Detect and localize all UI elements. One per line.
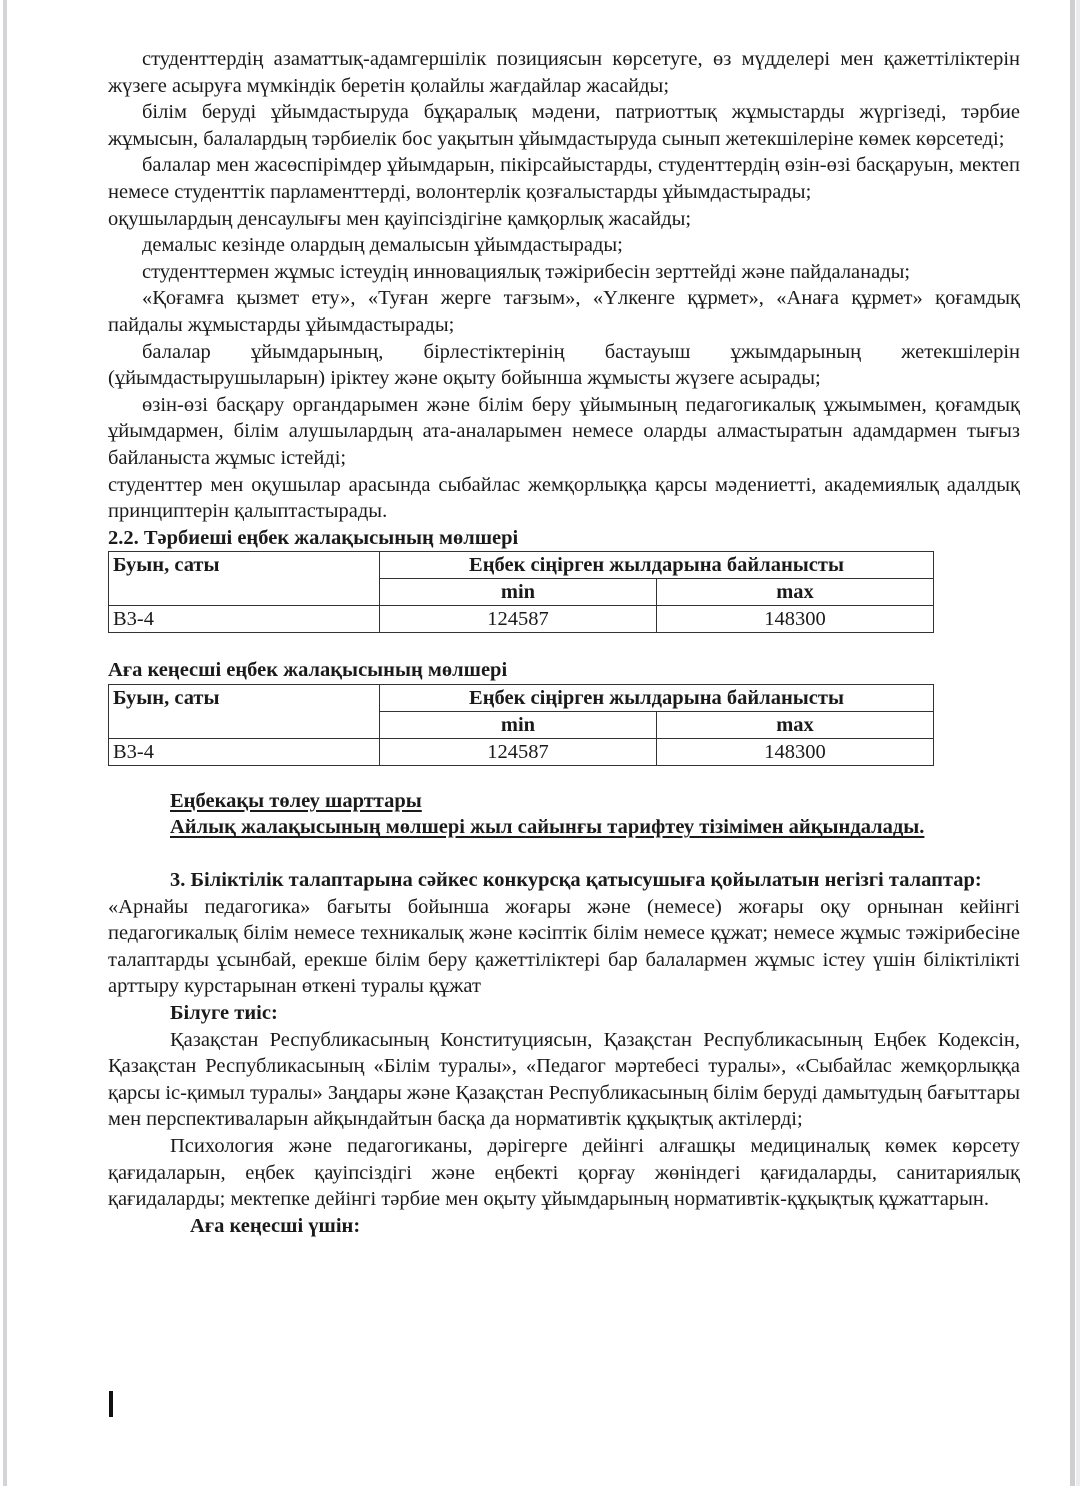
cell-grade: В3-4 <box>109 738 380 765</box>
column-header-grade: Буын, саты <box>109 552 380 606</box>
duty-item: білім беруді ұйымдастыруда бұқаралық мәдени, патриоттық жұмыстарды жүргізеді, тәрбие жұмысын, балалардың тәрбиелік бос уақытын ұйымдастыруда сынып жетекшілеріне көмек көрсетеді; <box>108 101 1020 150</box>
payment-heading: Еңбекақы төлеу шарттары <box>170 789 422 812</box>
page-right-edge-shadow <box>1076 0 1080 1486</box>
duty-item: «Қоғамға қызмет ету», «Туған жерге тағзым», «Үлкенге құрмет», «Анаға құрмет» қоғамдық пайдалы жұмыстарды ұйымдастырады; <box>108 287 1020 336</box>
column-group-header: Еңбек сіңірген жылдарына байланысты <box>380 552 934 579</box>
duty-item: студенттермен жұмыс істеудің инновациялық тәжірибесін зерттейді және пайдаланады; <box>142 260 911 283</box>
requirements-text: «Арнайы педагогика» бағыты бойынша жоғары және (немесе) жоғары оқу орнынан кейінгі педагогикалық білім немесе техникалық және кәсіптік білім немесе құжат; немесе жұмыс тәжірибесіне талаптарды ұсынбай, ерекше білім беру қажеттіліктері бар балалармен жұмыс істеу үшін біліктілікті арттыру курстарынан өткені туралы құжат <box>108 895 1020 998</box>
table-title-senior-counselor-salary: Аға кеңесші еңбек жалақысының мөлшері <box>108 659 508 682</box>
duty-item: оқушылардың денсаулығы мен қауіпсіздігіне қамқорлық жасайды; <box>108 207 692 230</box>
duty-item: өзін-өзі басқару органдарымен және білім беру ұйымының педагогикалық ұжымымен, қоғамдық ұйымдармен, білім алушылардың ата-аналарымен немесе оларды алмастыратын адамдармен тығыз байланыста жұмыс істейді; <box>108 393 1020 469</box>
page-right-edge <box>1070 0 1075 1486</box>
must-know-rules: Психология және педагогиканы, дәрігерге дейінгі алғашқы медициналық көмек көрсету қағидаларын, еңбек қауіпсіздігі және еңбекті қорғау жөніндегі қағидаларды, санитариялық қағидаларды; мектепке дейінгі тәрбие мен оқыту ұйымдарының нормативтік-құқықтық құжаттарын. <box>108 1135 1020 1211</box>
cell-grade: В3-4 <box>109 606 380 633</box>
must-know-heading: Білуге тиіс: <box>170 1002 278 1025</box>
section-3-heading: 3. Біліктілік талаптарына сәйкес конкурсқа қатысушыға қойылатын негізгі талаптар: <box>170 869 982 892</box>
duty-item: демалыс кезінде олардың демалысын ұйымдастырады; <box>142 234 623 257</box>
duty-item: балалар мен жасөспірімдер ұйымдарын, пікірсайыстарды, студенттердің өзін-өзі басқаруын, мектеп немесе студенттік парламенттерді, волонтерлік қозғалыстарды ұйымдастырады; <box>108 154 1020 203</box>
table-row <box>109 738 934 765</box>
senior-counselor-heading: Аға кеңесші үшін: <box>190 1214 361 1237</box>
senior-counselor-salary-table <box>108 684 934 766</box>
table-row <box>109 606 934 633</box>
payment-text: Айлық жалақысының мөлшері жыл сайынғы тарифтеу тізімімен айқындалады. <box>170 816 925 839</box>
cell-max: 148300 <box>656 606 933 633</box>
text-cursor <box>109 1391 113 1417</box>
cell-min: 124587 <box>380 738 657 765</box>
column-header-grade: Буын, саты <box>109 684 380 738</box>
cell-max: 148300 <box>656 738 933 765</box>
column-group-header: Еңбек сіңірген жылдарына байланысты <box>380 684 934 711</box>
column-header-max: max <box>656 711 933 738</box>
duty-item: студенттердің азаматтық-адамгершілік позициясын көрсетуге, өз мүдделері мен қажеттіліктерін жүзеге асыруға мүмкіндік беретін қолайлы жағдайлар жасайды; <box>108 48 1020 97</box>
column-header-min: min <box>380 711 657 738</box>
page-left-edge <box>3 0 7 1486</box>
column-header-min: min <box>380 579 657 606</box>
cell-min: 124587 <box>380 606 657 633</box>
table-title-educator-salary: 2.2. Тәрбиеші еңбек жалақысының мөлшері <box>108 526 519 549</box>
document-page <box>108 46 1020 1239</box>
educator-salary-table <box>108 551 934 633</box>
duty-item: студенттер мен оқушылар арасында сыбайлас жемқорлыққа қарсы мәдениетті, академиялық адалдық принциптерін қалыптастырады. <box>108 473 1020 523</box>
duty-item: балалар ұйымдарының, бірлестіктерінің бастауыш ұжымдарының жетекшілерін (ұйымдастырушыларын) іріктеу және оқыту бойынша жұмысты жүзеге асырады; <box>108 340 1020 390</box>
column-header-max: max <box>656 579 933 606</box>
must-know-laws: Қазақстан Республикасының Конституциясын, Қазақстан Республикасының Еңбек Кодексін, Қазақстан Республикасының «Білім туралы», «Педагог мәртебесі туралы», «Сыбайлас жемқорлыққа қарсы іс-қимыл туралы» Заңдары және Қазақстан Республикасының білім беруді дамытудың бағыттары мен перспективаларын айқындайтын басқа да нормативтік құқықтық актілерді; <box>108 1028 1020 1131</box>
